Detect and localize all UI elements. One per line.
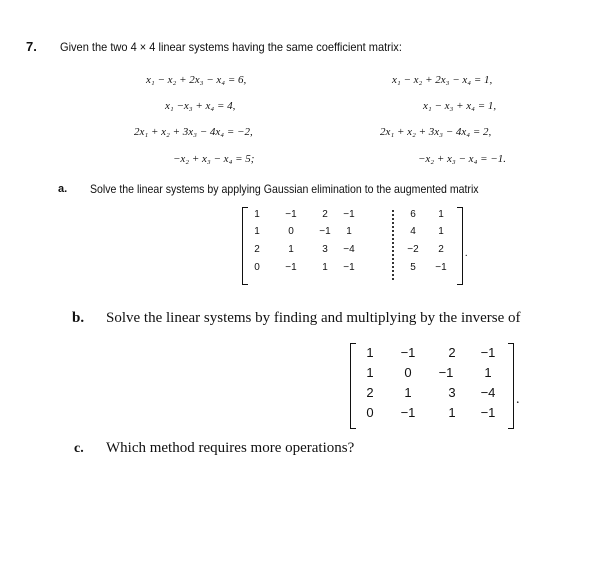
coef-cell-r2c4: 1 [484, 365, 492, 380]
coef-right-bracket [508, 343, 514, 429]
question-number: 7. [26, 39, 37, 54]
aug-cell-r4c5: 5 [410, 262, 416, 273]
aug-cell-r1c3: 2 [322, 209, 328, 220]
part-b-letter: b. [72, 310, 85, 326]
coef-cell-r4c3: 1 [448, 405, 456, 420]
aug-cell-r3c5: −2 [407, 244, 419, 255]
coef-cell-r1c2: −1 [400, 345, 416, 360]
part-a-letter: a. [58, 183, 68, 195]
aug-cell-r2c2: 0 [288, 226, 294, 237]
system-left-eq-1: x₁ − x₂ + 2x₃ − x₄ = 6, [146, 74, 247, 86]
coef-cell-r4c4: −1 [480, 405, 496, 420]
aug-cell-r3c6: 2 [438, 244, 444, 255]
system-right-eq-1: x₁ − x₂ + 2x₃ − x₄ = 1, [392, 74, 493, 86]
coef-cell-r2c1: 1 [366, 365, 374, 380]
aug-cell-r4c4: −1 [343, 262, 355, 273]
coef-cell-r1c4: −1 [480, 345, 496, 360]
coef-cell-r3c2: 1 [404, 385, 412, 400]
aug-cell-r3c3: 3 [322, 244, 328, 255]
coef-left-bracket [350, 343, 356, 429]
aug-cell-r2c6: 1 [438, 226, 444, 237]
part-a-text: Solve the linear systems by applying Gaussian elimination to the augmented matrix [90, 182, 479, 196]
part-c-text: Which method requires more operations? [106, 440, 355, 456]
system-right-eq-3: 2x₁ + x₂ + 3x₃ − 4x₄ = 2, [380, 126, 492, 138]
system-right-eq-4: −x₂ + x₃ − x₄ = −1. [418, 153, 506, 165]
part-b-text: Solve the linear systems by finding and multiplying by the inverse of [106, 310, 521, 326]
coefficient-matrix-period: . [516, 392, 520, 407]
aug-cell-r1c2: −1 [285, 209, 297, 220]
coef-cell-r1c1: 1 [366, 345, 374, 360]
aug-cell-r2c1: 1 [254, 226, 260, 237]
coef-cell-r3c3: 3 [448, 385, 456, 400]
coef-cell-r4c1: 0 [366, 405, 374, 420]
coef-cell-r2c3: −1 [438, 365, 454, 380]
aug-cell-r1c5: 6 [410, 209, 416, 220]
aug-cell-r1c6: 1 [438, 209, 444, 220]
aug-cell-r3c2: 1 [288, 244, 294, 255]
aug-cell-r2c4: 1 [346, 226, 352, 237]
aug-cell-r3c1: 2 [254, 244, 260, 255]
system-left-eq-3: 2x₁ + x₂ + 3x₃ − 4x₄ = −2, [134, 126, 253, 138]
question-intro: Given the two 4 × 4 linear systems having the same coefficient matrix: [60, 40, 402, 54]
coef-cell-r3c4: −4 [480, 385, 496, 400]
aug-cell-r4c6: −1 [435, 262, 447, 273]
aug-cell-r4c1: 0 [254, 262, 260, 273]
aug-cell-r2c5: 4 [410, 226, 416, 237]
coef-cell-r3c1: 2 [366, 385, 374, 400]
augmented-matrix-period: . [465, 248, 468, 259]
aug-cell-r4c3: 1 [322, 262, 328, 273]
matrix-right-bracket [457, 207, 463, 285]
system-left-eq-2: x₁ −x₃ + x₄ = 4, [165, 100, 236, 112]
augment-separator [392, 210, 394, 280]
aug-cell-r1c1: 1 [254, 209, 260, 220]
coef-cell-r1c3: 2 [448, 345, 456, 360]
system-left-eq-4: −x₂ + x₃ − x₄ = 5; [173, 153, 255, 165]
part-c-letter: c. [74, 441, 84, 456]
coef-cell-r4c2: −1 [400, 405, 416, 420]
aug-cell-r3c4: −4 [343, 244, 355, 255]
aug-cell-r4c2: −1 [285, 262, 297, 273]
aug-cell-r1c4: −1 [343, 209, 355, 220]
system-right-eq-2: x₁ − x₃ + x₄ = 1, [423, 100, 497, 112]
coef-cell-r2c2: 0 [404, 365, 412, 380]
aug-cell-r2c3: −1 [319, 226, 331, 237]
